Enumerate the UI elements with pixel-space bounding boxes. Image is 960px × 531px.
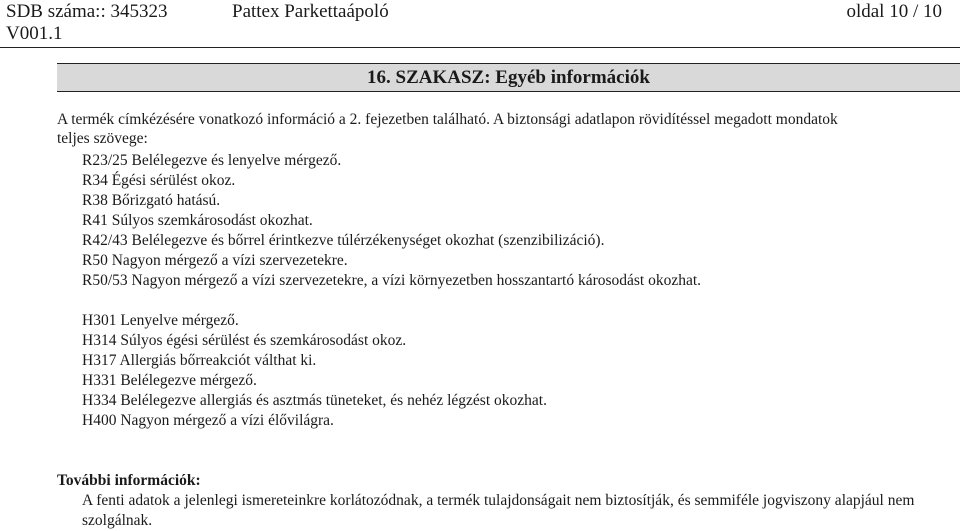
product-name: Pattex Parkettaápoló [232, 1, 389, 22]
r-phrase-item: R41 Súlyos szemkárosodást okozhat. [82, 212, 313, 229]
intro-line-2: teljes szövege: [57, 130, 148, 147]
h-phrase-item: H334 Belélegezve allergiás és asztmás tüneteket, és nehéz légzést okozhat. [82, 392, 547, 409]
r-phrase-item: R34 Égési sérülést okoz. [82, 172, 236, 189]
further-info-heading: További információk: [57, 472, 201, 489]
page-indicator: oldal 10 / 10 [846, 1, 942, 22]
version-label: V001.1 [6, 23, 63, 44]
h-phrase-item: H301 Lenyelve mérgező. [82, 312, 239, 329]
header-divider [0, 47, 960, 48]
r-phrase-item: R42/43 Belélegezve és bőrrel érintkezve túlérzékenységet okozhat (szenzibilizáció). [82, 232, 605, 249]
r-phrase-item: R38 Bőrizgató hatású. [82, 192, 221, 209]
r-phrase-item: R23/25 Belélegezve és lenyelve mérgező. [82, 152, 342, 169]
h-phrase-item: H314 Súlyos égési sérülést és szemkárosodást okoz. [82, 332, 407, 349]
section-title-band [57, 63, 960, 92]
r-phrase-item: R50 Nagyon mérgező a vízi szervezetekre. [82, 252, 348, 269]
r-phrase-item: R50/53 Nagyon mérgező a vízi szervezetekre, a vízi környezetben hosszantartó károsodást okozhat. [82, 272, 702, 289]
h-phrase-item: H331 Belélegezve mérgező. [82, 372, 257, 389]
further-info-text: A fenti adatok a jelenlegi ismereteinkre korlátozódnak, a termék tulajdonságait nem biztosítják, és semmiféle jogviszony alapjául nem szolgálnak. [82, 492, 915, 529]
h-phrase-item: H317 Allergiás bőrreakciót válthat ki. [82, 352, 317, 369]
sds-number: SDB száma:: 345323 [6, 1, 168, 22]
h-phrase-item: H400 Nagyon mérgező a vízi élővilágra. [82, 412, 334, 429]
section-title: 16. SZAKASZ: Egyéb információk [367, 67, 650, 88]
intro-line-1: A termék címkézésére vonatkozó információ a 2. fejezetben található. A biztonsági adatlapon rövidítéssel megadott mondatok [57, 111, 838, 128]
